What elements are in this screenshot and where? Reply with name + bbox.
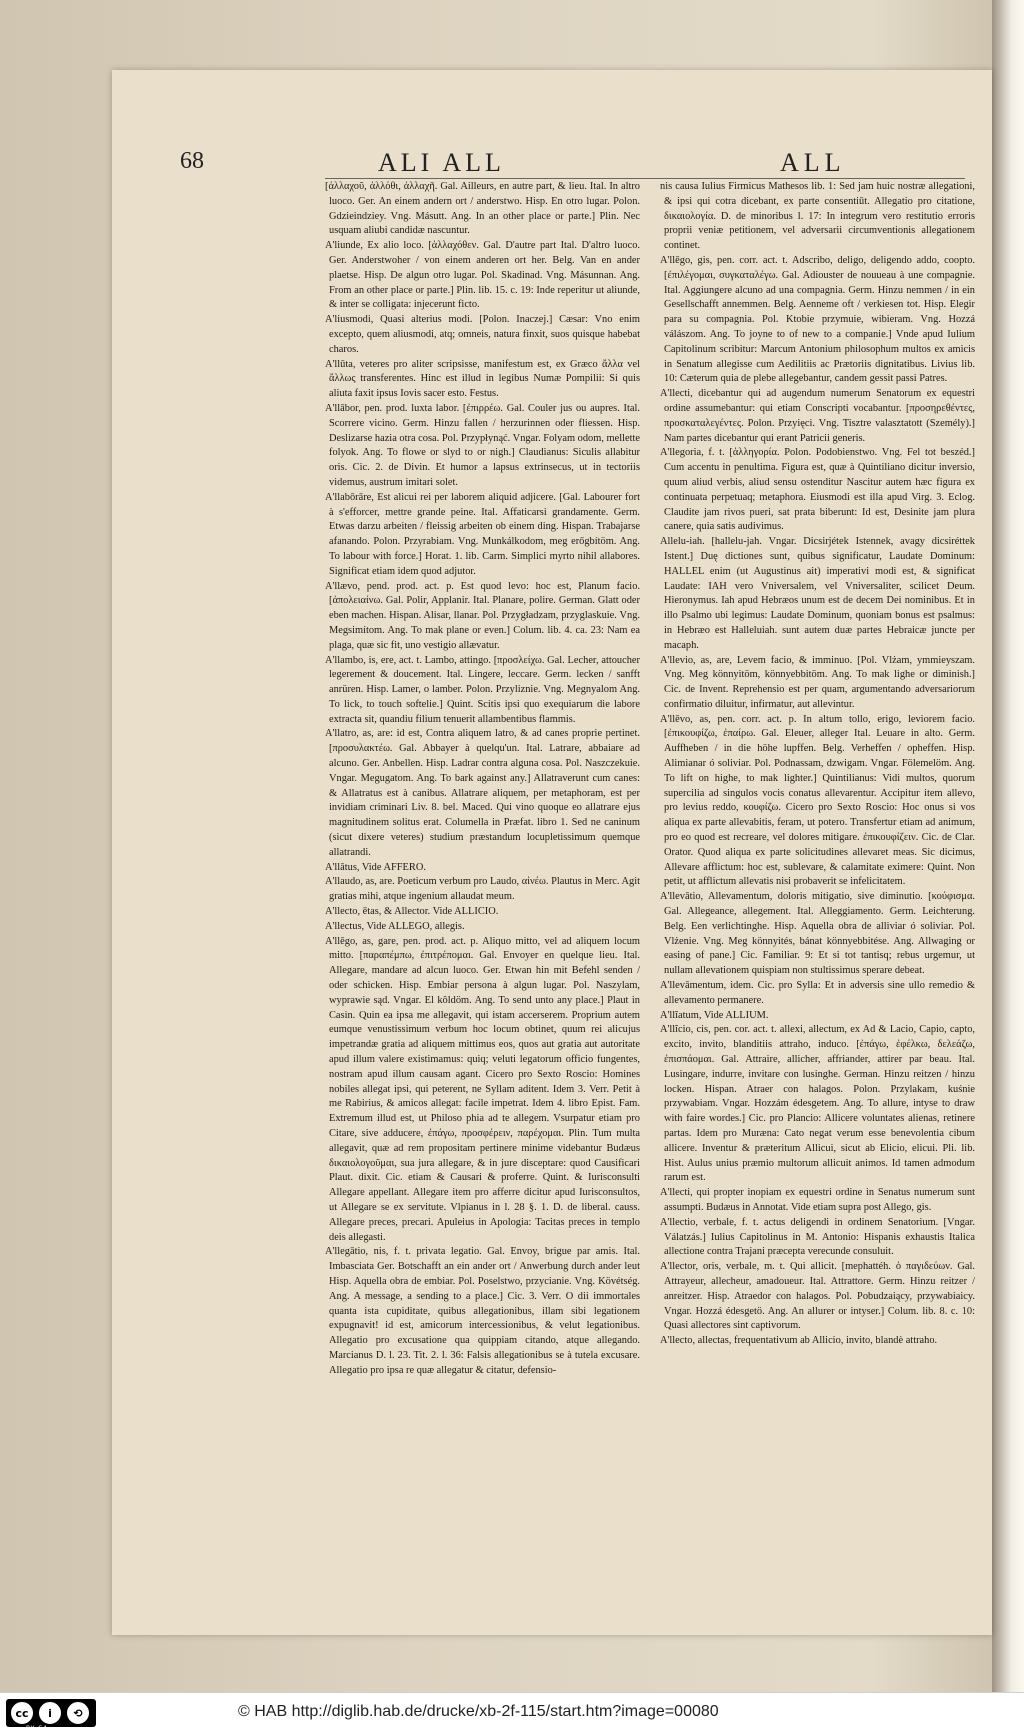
dictionary-entry: A'llecto, ētas, & Allector. Vide ALLICIO. [325, 906, 499, 918]
dictionary-entry: A'llectus, Vide ALLEGO, allegis. [325, 920, 465, 932]
dictionary-entry: A'llegātio, nis, f. t. privata legatio. Gal. Envoy, brigue par amis. Ital. Imbasciata Ger. Botschafft an ein ander ort / Anwerbung durch ander leut Hisp. Aquella obra de embiar. Pol. Poselstwo, przycianie. Vng. Kövétség. Ang. A message, a sending to a place.] Cic. 3. Verr. O dii immortales quanta ista cupiditate, quibus allegationibus, illam sibi legationem expugnavit! id est, amicorum intercessionibus, & velut legationibus. Allegatio pro excusatione qua quippiam citando, atque allegando. Marcianus D. l. 23. Tit. 2. l. 36: Falsis allegationibus se à tutela excusare. Allegatio pro ipsa re quæ allegatur & citatur, defensio- [325, 1246, 640, 1376]
right-column [660, 180, 975, 1580]
dictionary-entry: A'llatro, as, are: id est, Contra aliquem latro, & ad canes proprie pertinet. [προσυλακτέω. Gal. Abbayer à quelqu'un. Ital. Latrare, abbaiare ad alcuno. Ger. Anbellen. Hisp. Ladrar contra alguna cosa. Pol. Naszczekuie. Vngar. Megugatom. Ang. To bark against any.] Allatraverunt cum canes: & Allatratus est à canibus. Allatrare aliquem, per metaphoram, est per invidiam criminari Liv. 8. bel. Maced. Qui vino quoque eo allatrare ejus magnitudinem solitus erat. Columella in Præfat. libro 1. Sed ne caninum (sicut dixere veteres) studium præstandum locupletissimum quemque allatrandi. [325, 728, 640, 858]
attribution-footer [0, 1692, 1024, 1733]
dictionary-entry: A'llegoria, f. t. [ἀλληγορία. Polon. Podobienstwo. Vng. Fel tot beszéd.] Cum accentu in penultima. Figura est, quæ à Quintiliano dicitur inversio, quum aliud verbis, aliud sensu ostenditur Nascitur autem hæc figura ex continuata perpetuaq; metaphora. Eiusmodi est illa apud Virg. 3. Eclog. Claudite jam rivos pueri, sat prata biberunt: Id est, Desinite jam plura canere, quia satis audivimus. [660, 447, 975, 533]
dictionary-entry: A'llevāmentum, idem. Cic. pro Sylla: Et in adversis sine ullo remedio & allevamento permanere. [660, 980, 975, 1006]
share-alike-icon: ⟲ [65, 1700, 91, 1726]
attribution-text: © HAB http://diglib.hab.de/drucke/xb-2f-115/start.htm?image=00080 [238, 1703, 719, 1720]
dictionary-entry: A'llātus, Vide AFFERO. [325, 861, 426, 873]
left-column [325, 180, 640, 1580]
dictionary-entry: A'llābor, pen. prod. luxta labor. [ἐπιρρέω. Gal. Couler jus ou aupres. Ital. Scorrere vicino. Germ. Hinzu fallen / herzurinnen oder fliessen. Hisp. Deslizarse hazia otra cosa. Pol. Przypłynąć. Vngar. Folyam odom, mellette folyok. Ang. To flowe or slyd to or nigh.] Claudianus: Siculis allabitur oris. Cic. 2. de Divin. Et humor a lapsus extrinsecus, ut in tectoriis videmus, austrum imitari solet. [325, 402, 640, 488]
dictionary-entry: A'llēgo, as, gare, pen. prod. act. p. Aliquo mitto, vel ad aliquem locum mitto. [παραπέμπω, ἐπιτρέπομαι. Gal. Envoyer en quelque lieu. Ital. Allegare, mandare ad alcun luoco. Ger. Etwan hin mit Befehl senden / oder schicken. Hisp. Embiar persona à algun lugar. Pol. Naszylam, wyprawie sąd. Vngar. El kôldöm. Ang. To send unto any place.] Plaut in Casin. Quin ea ipsa me allegavit, qui istam accerserem. Proprium autem eumque venustissimum verbum hoc locum obtinet, quum rei alicujus impetrandæ gratia ad aliquem mittimus eos, quos aut gratia aut autoritate apud illum valere existimamus: quiq; veluti legatorum officio fungentes, nostram apud illum causam agant. Cicero pro Sexto Roscio: Homines nobiles allegat ipsi, qui peterent, ne Syllam aditent. Idem 3. Verr. Petit à me Rabirius, & amicos allegat: facile impetrat. Idem 4. libro Epist. Fam. Extremum illud est, ut Philoso phia ad te allegem. Vsurpatur etiam pro Citare, sive adducere, ἐπάγω, προσφέρειν, παρέχομαι. Plin. Tum multa allegavit, quæ ad rem propositam pertinere minime videbantur Budæus δικαιολογοῦμαι, sua jura allegare, & in jure disceptare: quod Causificari Plaut. dixit. Cic. etiam & Causari & proferre. Quint. & Iurisconsulti Allegare appellant. Allegare item pro afferre dicitur apud Iurisconsultos, ut Allegare se ex servitute. Vlpianus in l. 28 §. 1. D. de liberal. causs. Allegare preces, precari. Apuleius in Apologia: Tacitas preces in templo deis allegasti. [325, 935, 640, 1243]
running-head-left: ALI ALL [378, 148, 505, 177]
dictionary-entry: A'llævo, pend. prod. act. p. Est quod levo: hoc est, Planum facio. [ἀπολειαίνω. Gal. Polir, Applanir. Ital. Planare, polire. German. Glatt oder eben machen. Hispan. Alisar, llanar. Pol. Przygładzam, przyglaskuie. Vng. Megsimítom. Ang. To mak plane or even.] Colum. lib. 4. ca. 23: Nam ea plaga, quæ sic fit, uno vestigio allævatur. [325, 580, 640, 651]
dictionary-entry: A'llabōrāre, Est alicui rei per laborem aliquid adjicere. [Gal. Labourer fort à s'efforcer, mettre grande peine. Ital. Affaticarsi grandamente. Germ. Etwas darzu arbeiten / fleissig arbeiten ob einem ding. Hispan. Trabajarse afanando. Polon. Przyrabiam. Vng. Munkálkodom, meg erőgbítöm. Ang. To labour with force.] Horat. 1. lib. Carm. Simplici myrto nihil allabores. Significat etiam idem quod adjutor. [325, 491, 640, 577]
header-rule [325, 178, 965, 179]
dictionary-entry: A'llevātio, Allevamentum, doloris mitigatio, sive diminutio. [κούφισμα. Gal. Allegeance, allegement. Ital. Alleggiamento. Germ. Leichterung. Belg. Een verlichtinghe. Hisp. Aquella obra de alliviar ó soliviar. Pol. Vlżenie. Vng. Meg könnyités, bánat könnyebbitése. Ang. Allwaging or easing of pane.] Cic. Familiar. 9: Et si tot tantisq; rebus urgemur, ut nullam allevationem quispiam non stultissimus sperare debeat. [660, 891, 975, 977]
dictionary-entry: A'llĭcio, cis, pen. cor. act. t. allexi, allectum, ex Ad & Lacio, Capio, capto, excito, invito, blanditiis attraho, induco. [ἐπάγω, ἐφέλκω, δελεάζω, ἐπισπάομαι. Gal. Attraire, allicher, affriander, attirer par beau. Ital. Lusingare, indurre, invitare con lusinghe. German. Hinzu reitzen / hinzu locken. Hispan. Atraer con halagos. Polon. Przylakam, kuśnie przywabiam. Vngar. Hozzám édesgetem. Ang. To allure, intyse to draw with faire wordes.] Cic. pro Plancio: Allicere voluntates alienas, retinere partas. Idem pro Muræna: Cato negat verum esse benevolentia cibum allicere. Inventur & præteritum Allicui, sicut ab Elicio, elicui. Pli. lib. Hist. Aulus unius præmio multorum allicuit animos. Id tamen admodum rarum est. [660, 1024, 975, 1184]
cc-license-badge[interactable] [6, 1699, 96, 1732]
dictionary-entry: A'llecto, allectas, frequentativum ab Allicio, invito, blandè attraho. [660, 1335, 938, 1347]
dictionary-entry: nis causa Iulius Firmicus Mathesos lib. 1: Sed jam huic nostræ allegationi, & ipsi qui cotra dicebant, ex parte consentiūt. Allegatio pro citatione, δικαιολογία. D. de minoribus l. 17: In integrum vero restitutio erroris proprii veniæ petitionem, vel adversarii circumventionis allegationem continet. [660, 181, 975, 252]
attribution-icon: i [37, 1700, 63, 1726]
dictionary-entry: A'llectio, verbale, f. t. actus deligendi in ordinem Senatorium. [Vngar. Válatzás.] Iulius Capitolinus in M. Antonio: Hispanis exhaustis Italica allectione contra Trajani præcepta verecunde consuluit. [660, 1216, 975, 1258]
dictionary-entry: A'llevio, as, are, Levem facio, & imminuo. [Pol. Vlżam, ymmieyszam. Vng. Meg könnyitöm, könnyebbitöm. Ang. To mak lighe or diminish.] Cic. de Invent. Reprehensio est per quam, argumentando adversariorum confirmatio diluitur, infirmatur, aut allevintur. [660, 654, 975, 710]
dictionary-entry: Allelu-iah. [hallelu-jah. Vngar. Dicsirjétek Istennek, avagy dicsiréttek Istent.] Duę dictiones sunt, quibus significatur, Laudate Dominum: HALLEL enim (ut Augustinus ait) imperativi modi est, & significat Laudate: IAH vero Vniversalem, vel Vniversaliter, scilicet Deum. Hieronymus. Iah apud Hebræos unum est de decem Dei nominibus. Et in illo Psalmo ubi legimus: Laudate Dominum, quoniam bonus est psalmus: in Hebræo est Halleluiah. sunt autem duæ partes Hebraicæ juncte per macaph. [660, 536, 975, 651]
dictionary-entry: A'llecti, qui propter inopiam ex equestri ordine in Senatus numerum sunt assumpti. Budæus in Annotat. Vide etiam supra post Allego, gis. [660, 1187, 975, 1213]
dictionary-entry: A'liusmodi, Quasi alterius modi. [Polon. Inaczej.] Cæsar: Vno enim excepto, quem aliusmodi, atq; omneis, natura finxit, suos quisque habebat charos. [325, 314, 640, 355]
dictionary-entry: A'llĭatum, Vide ALLIUM. [660, 1009, 769, 1021]
license-badge-label: BY SA [26, 1725, 49, 1732]
next-page-edge [992, 0, 1024, 1692]
running-head-right: ALL [780, 148, 846, 177]
dictionary-entry: A'llēgo, gis, pen. corr. act. t. Adscribo, deligo, deligendo addo, coopto. [ἐπιλέγομαι, συγκαταλέγω. Gal. Adiouster de nouueau à une compagnie. Ital. Aggiungere alcuno ad una compagnia. Germ. Hinzu nemmen / in ein Gesellschafft annemmen. Belg. Aenneme oft / verkiesen tot. Hisp. Elegir para su compagnia. Pol. Ktobie przymuie, wibieram. Vng. Hozzá válászom. Ang. To joyne to of new to a companie.] Vnde apud Iulium Capitolinum scribitur: Marcum Antonium philosophum multos ex amicis in Senatum allegisse cum Aedilitiis ac Prætoriis dignitatibus. Livius lib. 10: Cæterum quia de plebe allegebantur, candem gessit passi Patres. [660, 254, 975, 385]
dictionary-entry: A'llector, oris, verbale, m. t. Qui allicit. [mephattéh. ὁ παγιδεύων. Gal. Attrayeur, allecheur, amadoueur. Ital. Attrattore. Germ. Hinzu reitzer / anreitzer. Hisp. Atraedor con halagos. Pol. Pobudzaiący, przywabiaicy. Vngar. Hozzá édesgetö. Ang. An allurer or intyser.] Colum. lib. 8. c. 10: Quasi allectores sint captivorum. [660, 1261, 975, 1332]
dictionary-entry: A'llēvo, as, pen. corr. act. p. In altum tollo, erigo, leviorem facio. [ἐπικουφίζω, ἐπαίρω. Gal. Eleuer, alleger Ital. Leuare in alto. Germ. Auffheben / in die höhe lupffen. Belg. Verheffen / opheffen. Hisp. Alimianar ó soliviar. Pol. Podnassam, dzwigam. Vngar. Fölemelöm. Ang. To lift on highe, to mak lighter.] Quintilianus: Vidi multos, quorum supercilia ad singulos vocis conatus allevarentur. Accipitur item allevo, pro levius reddo, κουφίζω. Cicero pro Sexto Roscio: Hoc onus si vos aliqua ex parte allevabitis, feram, ut potero. Transfertur etiam ad animum, pro eo quod est recreare, vel dolores mitigare. ἐπικουφίζειν. Cic. de Clar. Orator. Quod aliqua ex parte solicitudines allevaret meas. Sic dicimus, Allevare afflictum: hoc est, sublevare, & calamitate eximere: Quint. Non petit, ut afflictum allevatis nisi probaverit se infelicitatem. [660, 713, 975, 888]
dictionary-entry: A'llaudo, as, are. Poeticum verbum pro Laudo, αἰνέω. Plautus in Merc. Agit gratias mihi, atque ingenium allaudat meum. [325, 876, 640, 903]
dictionary-entry: A'liunde, Ex alio loco. [ἀλλαχόθεν. Gal. D'autre part Ital. D'altro luoco. Ger. Anderstwoher / von einem anderen ort her. Belg. Van en ander plaetse. Hisp. De algun otro lugar. Pol. Skadinad. Vng. Másunnan. Ang. From an other place or parte.] Plin. lib. 15. c. 19: Inde reperitur ut aliunde, & inter se colligata: injecerunt ficto. [325, 240, 640, 311]
dictionary-entry: A'llecti, dicebantur qui ad augendum numerum Senatorum ex equestri ordine assumebantur: qui etiam Conscripti vocabantur. [προσηρεθέντες, προσκαταλεγέντες. Polon. Przyięci. Vng. Tisztre valasztatott (Személy).] Nam partes dicebantur qui erant Patricii generis. [660, 388, 975, 444]
dictionary-entry: A'llūta, veteres pro aliter scripsisse, manifestum est, ex Græco ἄλλα vel ἄλλως transferentes. Hinc est illud in legibus Numæ Pompilii: Si quis aliuta faxit ipsus Iovis sacer esto. Festus. [325, 358, 640, 400]
page-number: 68 [180, 148, 204, 174]
dictionary-entry: A'llambo, is, ere, act. t. Lambo, attingo. [προσλείχω. Gal. Lecher, attoucher legerement & doucement. Ital. Lingere, leccare. Germ. lecken / sanfft anrüren. Hisp. Lamer, o lamber. Polon. Przyliznie. Vng. Megnyalom Ang. To lick, to touch softelie.] Quint. Scitis ipsi quo exequiarum die labore extracta sit, quandiu filium tenuerit allambentibus flammis. [325, 654, 640, 725]
creative-commons-icon: cc [9, 1700, 35, 1726]
dictionary-entry: [ἀλλαχοῦ, ἀλλόθι, ἀλλαχῆ. Gal. Ailleurs, en autre part, & lieu. Ital. In altro luoco. Ger. An einem andern ort / anderstwo. Hisp. En otro lugar. Polon. Gdzieindziey. Vng. Másutt. Ang. In an other place or parte.] Plin. Nec usquam aliubi candidæ nascuntur. [325, 181, 640, 237]
